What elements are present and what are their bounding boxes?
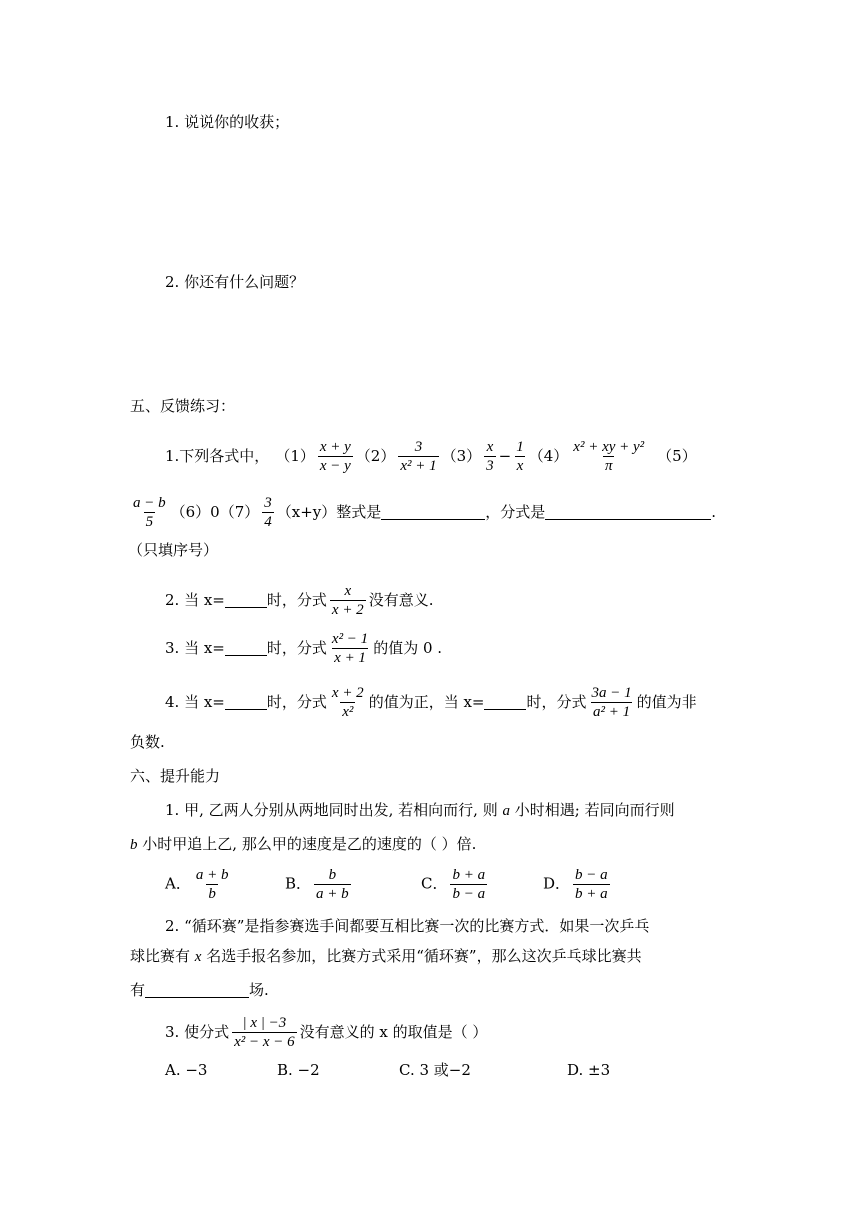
fraction-4: $\frac{\text{x² + xy + y²}}{\pi}$	[573, 438, 645, 474]
problem-3-text-b: 没有意义的 x 的取值是（ ）	[299, 1023, 488, 1041]
variable-x: x	[194, 949, 202, 965]
exercise-4-text-a: 4. 当 x=	[165, 693, 225, 711]
exercise-3-text-c: 的值为 0 .	[373, 639, 443, 657]
exercise-1-line-2	[128, 492, 716, 532]
problem-3-text-a: 3. 使分式	[165, 1023, 230, 1041]
problem-2-text-c: 有	[130, 981, 146, 999]
option-b[interactable]: B． $\frac{b}{a + b}$	[285, 866, 349, 902]
option-b[interactable]: B. −2	[277, 1061, 320, 1079]
option-a[interactable]: A. −3	[165, 1061, 208, 1079]
problem-2-text-b: 名选手报名参加，比赛方式采用“循环赛”，那么这次乒乓球比赛共	[206, 947, 642, 965]
problem-2-line-1: 2. “循环赛”是指参赛选手间都要互相比赛一次的比赛方式．如果一次乒乓	[165, 917, 650, 935]
blank-problem-2[interactable]	[145, 983, 249, 998]
blank-exercise-3[interactable]	[225, 641, 267, 656]
option-d[interactable]: D． $\frac{b - a}{b + a}$	[543, 866, 608, 902]
problem-1-text-a: 1. 甲, 乙两人分别从两地同时出发, 若相向而行, 则	[165, 801, 498, 819]
problem-1-line-1	[165, 800, 675, 821]
exercise-1-label-2: （2）	[355, 447, 396, 465]
fraction-3b: $\frac{1}{x}$	[516, 438, 524, 474]
section-5-title: 五、反馈练习：	[130, 397, 236, 415]
blank-integral-answer[interactable]	[381, 505, 485, 520]
minus-sign: −	[498, 447, 512, 465]
option-c[interactable]: C． $\frac{b + a}{b - a}$	[421, 866, 486, 902]
option-d[interactable]: D. ±3	[567, 1061, 611, 1079]
variable-a: a	[502, 803, 510, 819]
problem-1-text-c: 小时甲追上乙, 那么甲的速度是乙的速度的（ ）倍.	[142, 835, 477, 853]
exercise-4-line-1	[165, 682, 697, 722]
fraction-5: $\frac{a - b}{5}$	[133, 494, 166, 530]
fraction-1: $\frac{x + y}{x - y}$	[319, 438, 351, 474]
blank-exercise-4b[interactable]	[484, 695, 526, 710]
exercise-4-text-d: 时，分式	[526, 693, 587, 711]
exercise-2-text-c: 没有意义.	[368, 591, 434, 609]
exercise-2-text-a: 2. 当 x=	[165, 591, 225, 609]
section-6-title: 六、提升能力	[130, 767, 221, 785]
problem-3-line-1	[165, 1012, 487, 1052]
reflection-question-2: 2. 你还有什么问题？	[165, 273, 305, 291]
exercise-2-text-b: 时，分式	[266, 591, 327, 609]
fraction-problem-3: $\frac{| x | -3}{\text{x² − x − 6}}$	[234, 1014, 295, 1050]
exercise-3	[165, 628, 442, 668]
problem-1-text-b: 小时相遇; 若同向而行则	[514, 801, 675, 819]
exercise-1-label-1: （1）	[275, 447, 315, 465]
blank-exercise-2[interactable]	[225, 593, 267, 608]
exercise-1-label-7: （7）	[219, 503, 260, 521]
fraction-exercise-2: $\frac{x}{x + 2}$	[331, 582, 364, 618]
exercise-1-label-4: （4）	[528, 447, 569, 465]
blank-exercise-4a[interactable]	[225, 695, 267, 710]
reflection-question-1: 1. 说说你的收获；	[165, 113, 290, 131]
variable-b: b	[130, 837, 138, 853]
problem-3-options	[165, 1060, 610, 1080]
exercise-2	[165, 580, 433, 620]
exercise-1-fraction-label: ，分式是	[485, 503, 546, 521]
problem-2-text-d: 场.	[249, 981, 269, 999]
blank-fraction-answer[interactable]	[545, 505, 711, 520]
exercise-1-prefix: 1.下列各式中，	[165, 447, 270, 465]
fraction-2: $\frac{3}{\text{x² + 1}}$	[400, 438, 437, 474]
fraction-exercise-4a: $\frac{x + 2}{\text{x²}}$	[331, 684, 364, 720]
fraction-7: $\frac{3}{4}$	[264, 494, 272, 530]
exercise-4-line-2: 负数.	[130, 733, 165, 751]
problem-2-line-2	[130, 946, 642, 967]
exercise-4-text-b: 时，分式	[266, 693, 327, 711]
exercise-1-end: .	[711, 503, 717, 521]
problem-1-line-2	[130, 834, 476, 855]
exercise-3-text-b: 时，分式	[266, 639, 327, 657]
exercise-3-text-a: 3. 当 x=	[165, 639, 225, 657]
exercise-1-label-3: （3）	[441, 447, 482, 465]
exercise-4-text-c: 的值为正，当 x=	[368, 693, 485, 711]
exercise-4-text-e: 的值为非	[636, 693, 697, 711]
exercise-1-line-1	[165, 436, 697, 476]
problem-2-text-a: 球比赛有	[130, 947, 191, 965]
fraction-exercise-3: $\frac{\text{x² − 1}}{x + 1}$	[331, 630, 369, 666]
problem-1-options	[165, 862, 613, 906]
exercise-1-label-6: （6）0	[170, 503, 220, 521]
problem-2-line-3	[130, 980, 269, 1000]
fraction-exercise-4b: $\frac{3a - 1}{\text{a² + 1}}$	[591, 684, 632, 720]
option-c[interactable]: C. 3 或−2	[399, 1061, 471, 1079]
exercise-1-integral-label: （x+y）整式是	[276, 503, 382, 521]
exercise-1-label-5: （5）	[657, 447, 697, 465]
fraction-3a: $\frac{x}{3}$	[486, 438, 494, 474]
exercise-1-note: （只填序号）	[128, 541, 219, 559]
option-a[interactable]: A． $\frac{a + b}{b}$	[165, 866, 229, 902]
